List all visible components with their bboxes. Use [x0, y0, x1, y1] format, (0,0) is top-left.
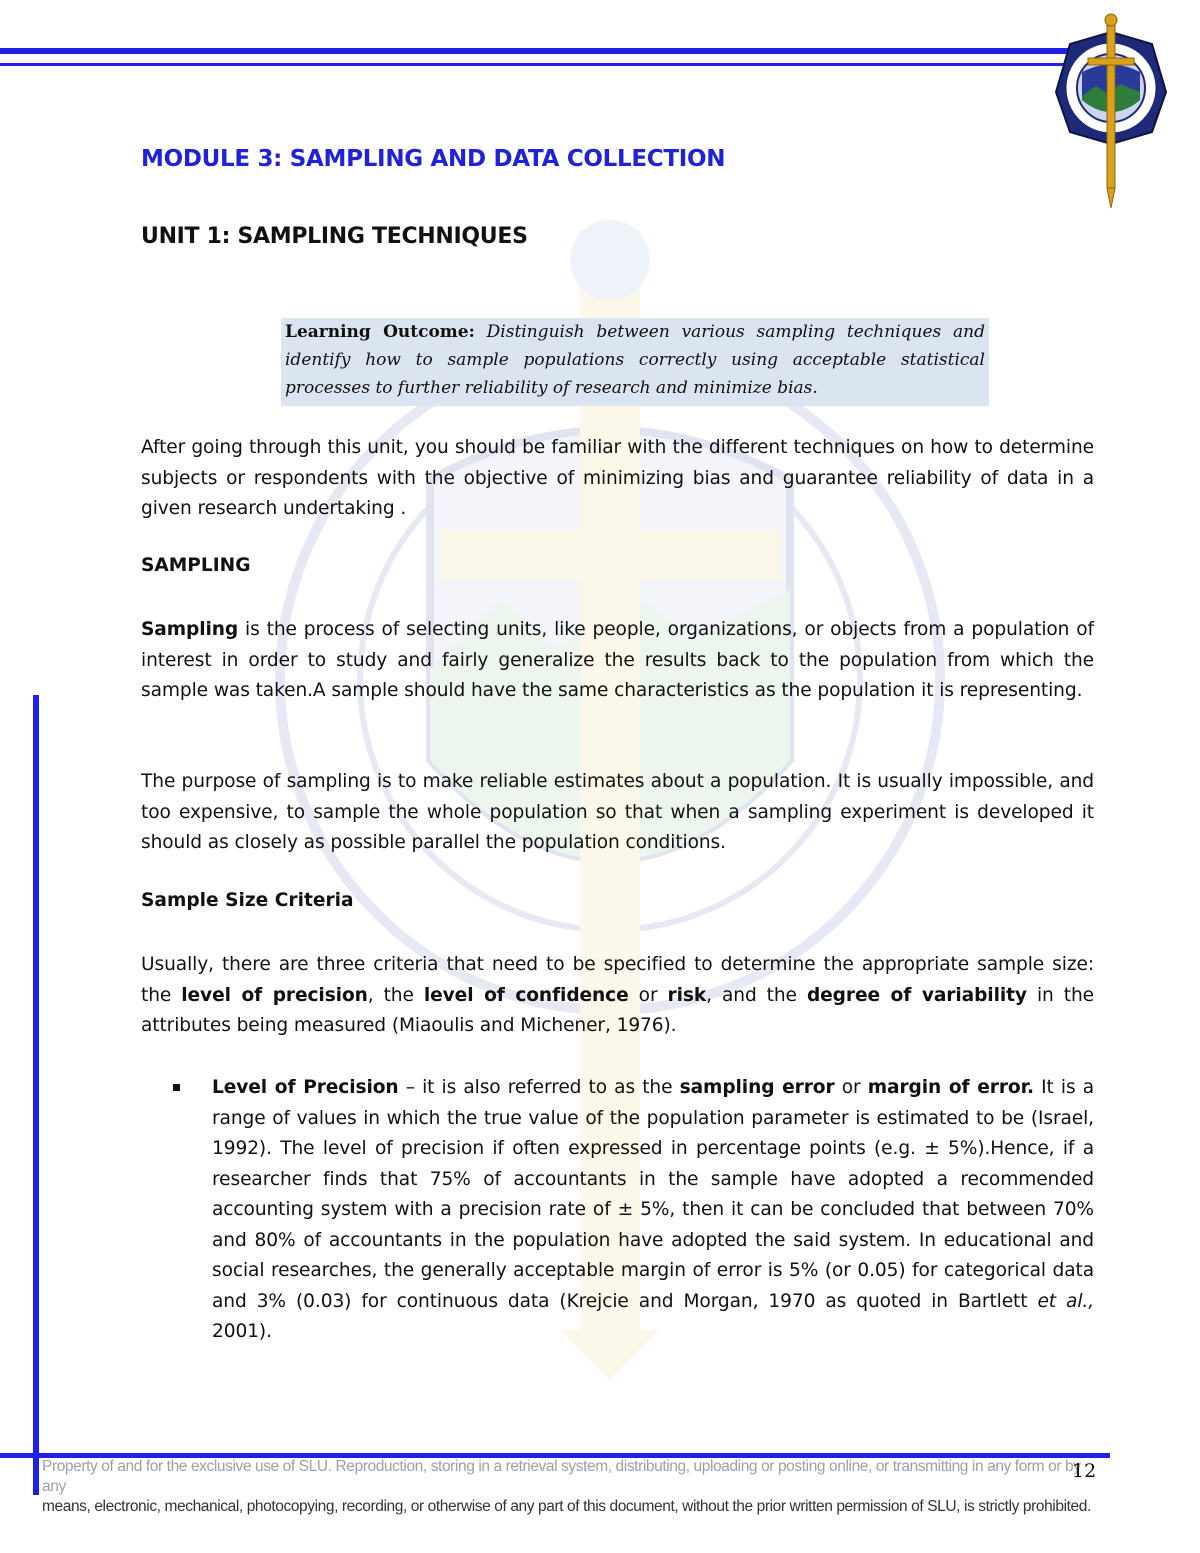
bold-sampling-error: sampling error: [679, 1077, 835, 1098]
sampling-definition: is the process of selecting units, like people, organizations, or objects from a population of interest in order to study and fairly generalize the results back to the population from which the sample was taken.A sample should have the same characteristics as the population it is representing.: [141, 619, 1094, 701]
unit-title: UNIT 1: SAMPLING TECHNIQUES: [141, 224, 528, 249]
criterion-confidence: level of confidence: [423, 984, 629, 1006]
sampling-term: Sampling: [141, 619, 239, 640]
text-span: or: [628, 984, 668, 1006]
header-rule-thin: [0, 63, 1080, 66]
text-span: Usually, there are three criteria that need to be specified to determine the appropriate sample size: the: [141, 954, 1094, 1006]
text-span: – it is also referred to as the: [398, 1077, 680, 1098]
text-span: in the attributes being measured (Miaoulis and Michener, 1976).: [141, 984, 1094, 1036]
criterion-variability: degree of variability: [806, 984, 1027, 1006]
text-span: It is a range of values in which the true value of the population parameter is estimated to be (Israel, 1992). The level of precision if often expressed in percentage points (e.g. ± 5%).Hence, if a researcher finds that 75% of accountants in the sample have adopted a recommended accounting system with a precision rate of ± 5%, then it can be concluded that between 70% and 80% of accountants in the population have adopted the said system. In educational and social researches, the generally acceptable margin of error is 5% (or 0.05) for categorical data and 3% (0.03) for continuous data (Krejcie and Morgan, 1970 as quoted in Bartlett: [212, 1077, 1094, 1312]
sample-size-paragraph: [141, 950, 1094, 1042]
header-rule-top: [0, 48, 1080, 54]
copyright-footer: [42, 1457, 1092, 1517]
bullet-term: Level of Precision: [212, 1077, 399, 1098]
learning-outcome-box: [281, 318, 989, 406]
text-span: , and the: [706, 984, 807, 1006]
page-number: 12: [1072, 1460, 1097, 1482]
learning-outcome-label: Learning Outcome:: [285, 322, 475, 342]
bullet-square-icon: [173, 1084, 180, 1091]
intro-paragraph: After going through this unit, you should be familiar with the different techniques on how to determine subjects or respondents with the objective of minimizing bias and guarantee reliability of data in a given research undertaking .: [141, 437, 1094, 519]
footer-line-2: means, electronic, mechanical, photocopying, recording, or otherwise of any part of this document, without the prior written permission of SLU, is strictly prohibited.: [42, 1498, 1091, 1515]
text-span: or: [834, 1077, 868, 1098]
bold-margin-of-error: margin of error.: [867, 1077, 1034, 1098]
left-margin-rule: [33, 695, 39, 1495]
list-item: [173, 1073, 1094, 1348]
footer-line-1: Property of and for the exclusive use of SLU. Reproduction, storing in a retrieval system, distributing, uploading or posting online, or transmitting in any form or by any: [42, 1458, 1081, 1495]
criterion-risk: risk: [667, 984, 707, 1006]
text-span: , the: [367, 984, 424, 1006]
module-title: MODULE 3: SAMPLING AND DATA COLLECTION: [141, 146, 726, 172]
sampling-heading: SAMPLING: [141, 555, 251, 576]
level-of-precision-text: [212, 1073, 1094, 1348]
sampling-definition-paragraph: [141, 615, 1094, 707]
criterion-precision: level of precision: [181, 984, 368, 1006]
text-span: 2001).: [212, 1321, 272, 1342]
sample-size-heading: Sample Size Criteria: [141, 890, 354, 911]
sampling-purpose-paragraph: The purpose of sampling is to make reliable estimates about a population. It is usually impossible, and too expensive, to sample the whole population so that when a sampling experiment is developed it should as closely as possible parallel the population conditions.: [141, 771, 1094, 853]
learning-outcome-text: Distinguish between various sampling techniques and identify how to sample populations correctly using acceptable statistical processes to further reliability of research and minimize bias.: [285, 322, 985, 398]
italic-et-al: et al.,: [1037, 1290, 1095, 1312]
university-seal-icon: [1052, 12, 1170, 212]
